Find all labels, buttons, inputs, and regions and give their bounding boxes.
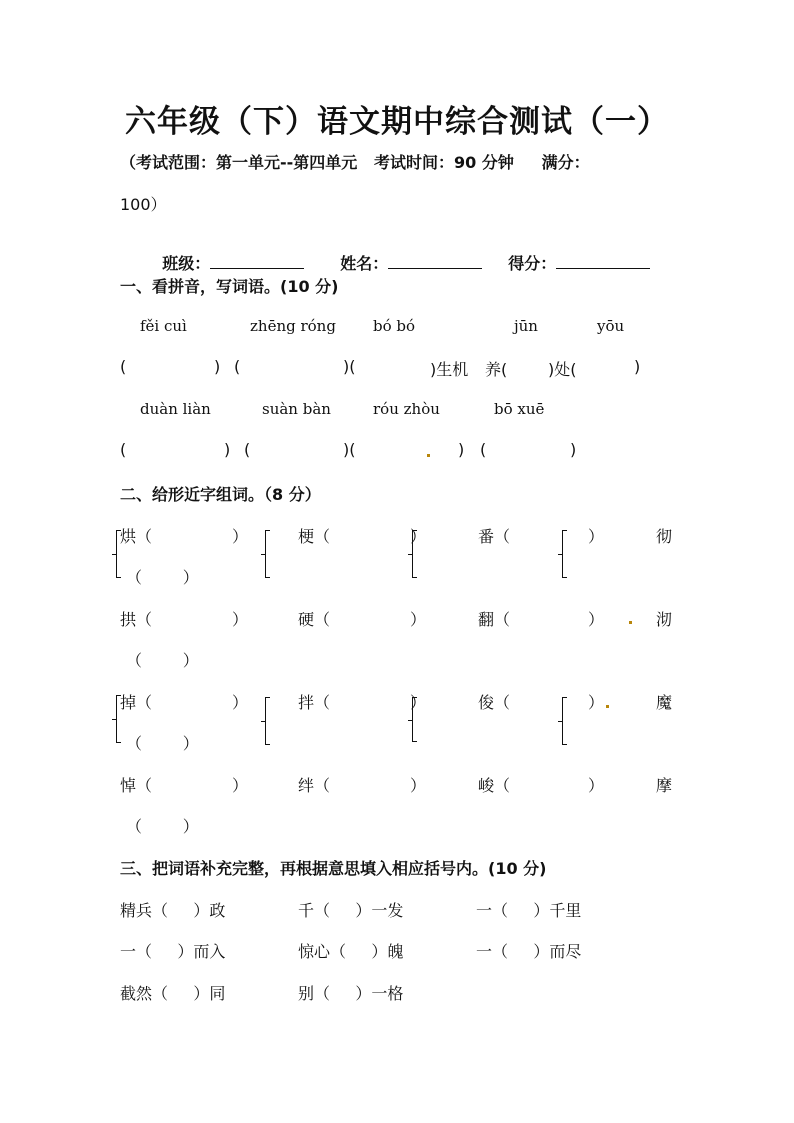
pinyin-item: yōu: [597, 317, 625, 335]
pinyin-item: bō xuē: [494, 400, 545, 418]
name-label: 姓名：: [340, 254, 389, 273]
char-item: 沏: [656, 610, 673, 629]
char-item: 拱（: [120, 610, 153, 629]
score-field: [486, 232, 650, 293]
class-label: 班级：: [162, 254, 211, 273]
char-item: 掉（: [120, 693, 153, 712]
char-item: 番（: [478, 527, 511, 546]
idiom-item[interactable]: 一（ ）而入: [120, 942, 226, 961]
char-item: 梗（: [298, 527, 331, 546]
char-item: 彻: [656, 527, 673, 546]
answer-bracket[interactable]: ): [570, 440, 577, 459]
char-item: 摩: [656, 776, 673, 795]
char-bracket-close[interactable]: ）: [410, 693, 427, 712]
score-label: 得分：: [508, 254, 557, 273]
answer-bracket[interactable]: (: [244, 440, 251, 459]
pinyin-item: bó bó: [373, 317, 416, 335]
idiom-item[interactable]: 精兵（ ）政: [120, 901, 226, 920]
char-wrap-bracket[interactable]: （ ）: [126, 734, 199, 753]
pinyin-item: róu zhòu: [373, 400, 440, 418]
answer-bracket[interactable]: ): [214, 357, 221, 376]
answer-bracket[interactable]: ): [634, 357, 641, 376]
answer-bracket[interactable]: )生机: [430, 360, 469, 379]
char-bracket-close[interactable]: ）: [232, 610, 249, 629]
pinyin-item: jūn: [514, 317, 538, 335]
idiom-item[interactable]: 一（ ）而尽: [476, 942, 582, 961]
idiom-item[interactable]: 别（ ）一格: [298, 984, 404, 1003]
char-bracket-close[interactable]: ）: [410, 610, 427, 629]
idiom-item[interactable]: 千（ ）一发: [298, 901, 404, 920]
idiom-item[interactable]: 截然（ ）同: [120, 984, 226, 1003]
answer-bracket[interactable]: ): [458, 440, 465, 459]
char-bracket-close[interactable]: ）: [232, 527, 249, 546]
answer-bracket[interactable]: (: [480, 440, 487, 459]
pinyin-item: suàn bàn: [262, 400, 331, 418]
brace-bracket: [265, 530, 271, 578]
answer-bracket[interactable]: 养(: [485, 360, 508, 379]
answer-bracket[interactable]: (: [120, 440, 127, 459]
exam-scope-line: （考试范围：第一单元--第四单元 考试时间：90 分钟 满分：: [120, 153, 590, 172]
section2-heading: 二、给形近字组词。（8 分）: [120, 485, 321, 504]
name-field: [318, 232, 482, 293]
section1-heading: 一、看拼音，写词语。(10 分): [120, 277, 339, 296]
name-blank[interactable]: [388, 254, 482, 269]
brace-bracket: [562, 697, 568, 745]
char-item: 拌（: [298, 693, 331, 712]
char-item: 绊（: [298, 776, 331, 795]
class-blank[interactable]: [210, 254, 304, 269]
ink-dot: [427, 454, 430, 457]
ink-dot: [629, 621, 632, 624]
char-bracket-close[interactable]: ）: [410, 527, 427, 546]
char-item: 硬（: [298, 610, 331, 629]
char-wrap-bracket[interactable]: （ ）: [126, 568, 199, 587]
answer-bracket[interactable]: (: [120, 357, 127, 376]
answer-bracket[interactable]: (: [234, 357, 241, 376]
answer-bracket[interactable]: )(: [343, 440, 356, 459]
char-item: 魔: [656, 693, 673, 712]
pinyin-item: fěi cuì: [140, 317, 187, 335]
idiom-item[interactable]: 一（ ）千里: [476, 901, 582, 920]
char-bracket-close[interactable]: ）: [232, 693, 249, 712]
pinyin-item: duàn liàn: [140, 400, 211, 418]
full-score-value: 100）: [120, 195, 167, 214]
answer-bracket[interactable]: )(: [343, 357, 356, 376]
answer-bracket[interactable]: ): [224, 440, 231, 459]
char-bracket-close[interactable]: ）: [410, 776, 427, 795]
char-bracket-close[interactable]: ）: [588, 693, 605, 712]
char-bracket-close[interactable]: ）: [588, 527, 605, 546]
brace-bracket: [562, 530, 568, 578]
char-item: 翻（: [478, 610, 511, 629]
idiom-item[interactable]: 惊心（ ）魄: [298, 942, 404, 961]
section3-heading: 三、把词语补充完整，再根据意思填入相应括号内。(10 分): [120, 859, 547, 878]
char-wrap-bracket[interactable]: （ ）: [126, 817, 199, 836]
char-bracket-close[interactable]: ）: [588, 776, 605, 795]
char-bracket-close[interactable]: ）: [588, 610, 605, 629]
char-item: 烘（: [120, 527, 153, 546]
char-bracket-close[interactable]: ）: [232, 776, 249, 795]
char-item: 俊（: [478, 693, 511, 712]
exam-title: 六年级（下）语文期中综合测试（一）: [125, 104, 669, 140]
char-item: 悼（: [120, 776, 153, 795]
answer-bracket[interactable]: )处(: [548, 360, 577, 379]
ink-dot: [606, 705, 609, 708]
char-item: 峻（: [478, 776, 511, 795]
brace-bracket: [265, 697, 271, 745]
pinyin-item: zhēng róng: [250, 317, 336, 335]
score-blank[interactable]: [556, 254, 650, 269]
char-wrap-bracket[interactable]: （ ）: [126, 651, 199, 670]
